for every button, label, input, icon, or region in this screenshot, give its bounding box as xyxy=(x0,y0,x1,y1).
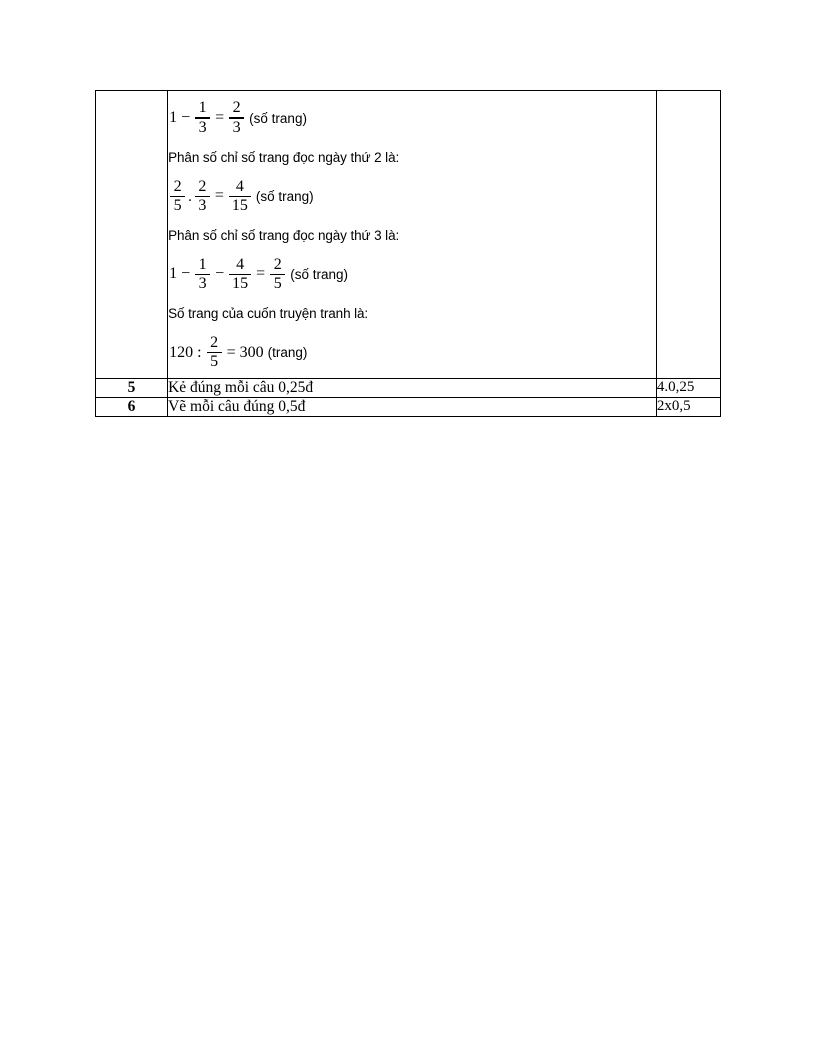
fraction-numerator: 2 xyxy=(173,177,182,195)
fraction-denominator: 15 xyxy=(232,275,249,293)
fraction-denominator: 3 xyxy=(198,196,207,214)
math-operator: − xyxy=(181,109,191,126)
math-token: 120 xyxy=(169,343,194,361)
math-operator: : xyxy=(197,343,202,361)
row-number-cell: 6 xyxy=(96,397,168,416)
row-score-cell xyxy=(656,91,720,379)
fraction-denominator: 3 xyxy=(232,118,241,136)
fraction xyxy=(195,257,210,292)
fraction-numerator: 4 xyxy=(235,177,244,195)
math-expression-2 xyxy=(168,177,656,215)
fraction xyxy=(170,179,185,214)
fraction-numerator: 1 xyxy=(198,99,207,117)
math-token: 1 xyxy=(169,265,178,283)
row-number-cell xyxy=(96,91,168,379)
math-unit-label: (trang) xyxy=(267,345,308,361)
math-expression-3 xyxy=(168,255,656,293)
fraction-denominator: 3 xyxy=(198,275,207,293)
fraction xyxy=(195,179,210,214)
math-operator: = xyxy=(226,343,236,361)
fraction xyxy=(229,179,251,214)
fraction-numerator: 2 xyxy=(232,99,241,117)
fraction xyxy=(270,257,285,292)
math-operator: − xyxy=(181,265,191,283)
math-expression-1 xyxy=(168,99,656,137)
math-operator: = xyxy=(215,109,225,126)
row-content-cell: Kẻ đúng mỗi câu 0,25đ xyxy=(168,378,657,397)
fraction-denominator: 5 xyxy=(210,353,219,371)
table-row xyxy=(96,91,721,379)
solution-step-text: Số trang của cuốn truyện tranh là: xyxy=(168,306,369,322)
fraction-denominator: 5 xyxy=(173,196,182,214)
math-multiplication-dot: . xyxy=(188,189,192,206)
fraction-numerator: 2 xyxy=(210,334,219,351)
table-row xyxy=(96,397,721,416)
math-unit-label: (số trang) xyxy=(255,188,314,204)
math-unit-label: (số trang) xyxy=(290,266,348,282)
math-expression-4 xyxy=(168,334,656,372)
answer-key-table-body xyxy=(96,91,721,417)
fraction xyxy=(195,100,210,135)
row-score-cell: 2x0,5 xyxy=(656,397,720,416)
answer-key-table xyxy=(95,90,721,417)
solution-step-text: Phân số chỉ số trang đọc ngày thứ 2 là: xyxy=(168,150,400,165)
math-operator: = xyxy=(214,187,224,205)
row-score-cell: 4.0,25 xyxy=(656,378,720,397)
fraction-numerator: 2 xyxy=(198,177,207,195)
math-token: 1 xyxy=(169,109,178,126)
fraction xyxy=(229,100,244,135)
math-unit-label: (số trang) xyxy=(249,110,307,126)
table-row xyxy=(96,378,721,397)
fraction-numerator: 1 xyxy=(198,255,207,273)
row-content-cell: Vẽ mỗi câu đúng 0,5đ xyxy=(168,397,657,416)
fraction-numerator: 2 xyxy=(273,255,282,273)
math-operator: = xyxy=(256,265,266,283)
fraction xyxy=(229,257,251,292)
row-content-cell xyxy=(168,91,657,379)
fraction-denominator: 15 xyxy=(231,196,248,214)
math-operator: − xyxy=(215,265,225,283)
math-token: 300 xyxy=(239,343,264,361)
solution-step-text: Phân số chỉ số trang đọc ngày thứ 3 là: xyxy=(168,228,400,244)
fraction xyxy=(207,335,222,370)
row-number-cell: 5 xyxy=(96,378,168,397)
fraction-denominator: 3 xyxy=(198,118,207,136)
fraction-numerator: 4 xyxy=(236,255,245,273)
fraction-denominator: 5 xyxy=(273,275,282,293)
